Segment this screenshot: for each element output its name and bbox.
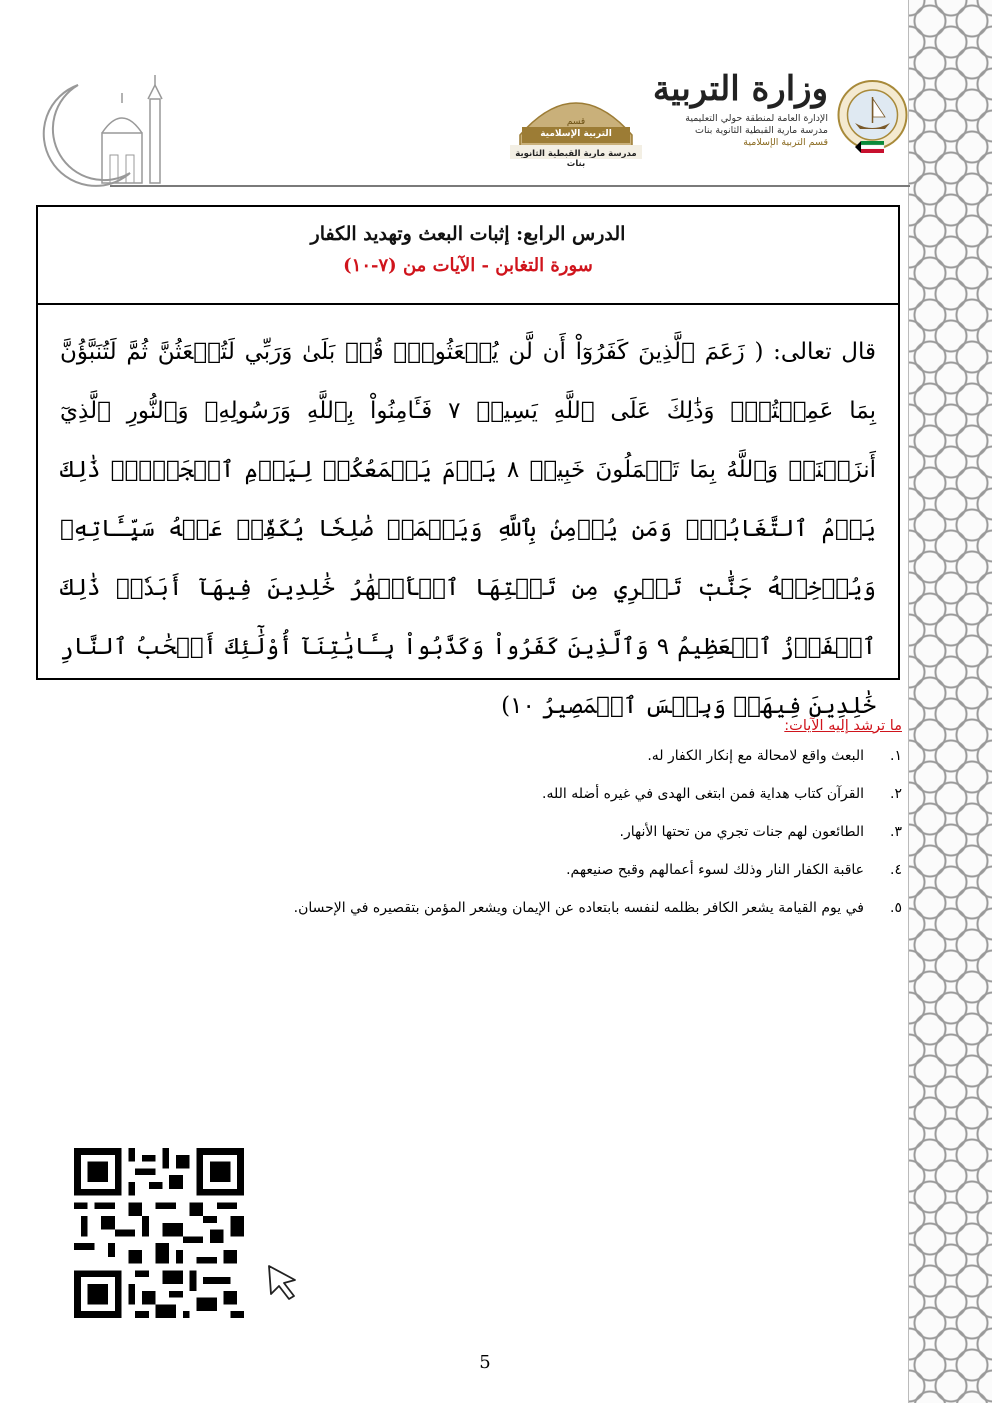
item-number: ٥. [890, 900, 902, 916]
ministry-line-2: مدرسة مارية القبطية الثانوية بنات [695, 125, 828, 136]
ornamental-side-border [908, 0, 992, 1403]
page-header [30, 55, 910, 190]
item-text: في يوم القيامة يشعر الكافر بظلمه لنفسه بابتعاده عن الإيمان ويشعر المؤمن بتقصيره في الإحسان. [293, 900, 864, 916]
guidance-item [90, 898, 902, 919]
badge-line-1: قسم [566, 117, 586, 127]
lesson-title-box [36, 205, 900, 305]
mosque-crescent-icon [30, 55, 180, 189]
lesson-title: الدرس الرابع: إثبات البعث وتهديد الكفار [310, 223, 626, 245]
item-text: عاقبة الكفار النار وذلك لسوء أعمالهم وقبح صنيعهم. [566, 862, 864, 878]
header-divider [110, 185, 910, 187]
quran-verses: قال تعالى: ( زَعَمَ ٱلَّذِينَ كَفَرُوٓاْ أَن لَّن يُبۡعَثُواْۚ قُلۡ بَلَىٰ وَرَبِّي لَتُبۡعَثُنَّ ثُمَّ لَتُنَبَّؤُنَّ بِمَا عَمِلۡتُمۡۚ وَذَٰلِكَ عَلَى ٱللَّهِ يَسِيرٞ ٧ فَـَٔامِنُواْ بِٱللَّهِ وَرَسُولِهِۦ وَٱلنُّورِ ٱلَّذِيٓ أَنزَلۡنَاۚ وَٱللَّهُ بِمَا تَعۡمَلُونَ خَبِيرٞ ٨ يَوۡمَ يَجۡمَعُكُمۡ لِيَوۡمِ ٱلۡجَمۡعِۖ ذَٰلِكَ يَوۡمُ ٱلتَّغَابُنِۗ وَمَن يُؤۡمِنۢ بِٱللَّهِ وَيَعۡمَلۡ صَٰلِحٗا يُكَفِّرۡ عَنۡهُ سَيِّـَٔاتِهِۦ وَيُدۡخِلۡهُ جَنَّٰتٖ تَجۡرِي مِن تَحۡتِهَا ٱلۡأَنۡهَٰرُ خَٰلِدِينَ فِيهَآ أَبَدٗاۚ ذَٰلِكَ ٱلۡفَوۡزُ ٱلۡعَظِيمُ ٩ وَٱلَّذِينَ كَفَرُواْ وَكَذَّبُواْ بِـَٔايَٰتِنَآ أُوْلَٰٓئِكَ أَصۡحَٰبُ ٱلنَّارِ خَٰلِدِينَ فِيهَاۖ وَبِئۡسَ ٱلۡمَصِيرُ ١٠) [60, 339, 876, 719]
item-text: الطائعون لهم جنات تجري من تحتها الأنهار. [619, 824, 864, 840]
qr-code-icon[interactable] [74, 1148, 244, 1318]
ministry-title: وزارة التربية [652, 69, 828, 109]
item-text: القرآن كتاب هداية فمن ابتغى الهدى في غيره أضله الله. [542, 786, 864, 802]
item-text: البعث واقع لامحالة مع إنكار الكفار له. [647, 748, 864, 764]
item-number: ١. [890, 748, 902, 764]
kuwait-emblem-icon [835, 73, 910, 161]
page-number: 5 [479, 1352, 491, 1373]
department-badge [510, 77, 642, 169]
item-number: ٤. [890, 862, 902, 878]
guidance-item [90, 784, 902, 805]
guidance-item [90, 822, 902, 843]
guidance-item [90, 746, 902, 767]
cursor-arrow-icon [265, 1262, 305, 1302]
guidance-list [90, 746, 902, 919]
verses-box [36, 305, 900, 719]
ministry-subtitle [658, 113, 828, 149]
guidance-section [90, 718, 902, 936]
guidance-heading: ما ترشد إليه الآيات: [784, 718, 902, 734]
item-number: ٣. [890, 824, 902, 840]
badge-line-2: التربية الإسلامية [540, 129, 612, 139]
ministry-line-1: الإدارة العامة لمنطقة حولي التعليمية [685, 113, 828, 124]
ministry-line-3: قسم التربية الإسلامية [743, 137, 828, 148]
guidance-item [90, 860, 902, 881]
item-number: ٢. [890, 786, 902, 802]
badge-line-3: مدرسة مارية القبطية الثانوية بنات [515, 149, 637, 169]
surah-title: سورة التغابن - الآيات من (٧-١٠) [343, 255, 593, 276]
